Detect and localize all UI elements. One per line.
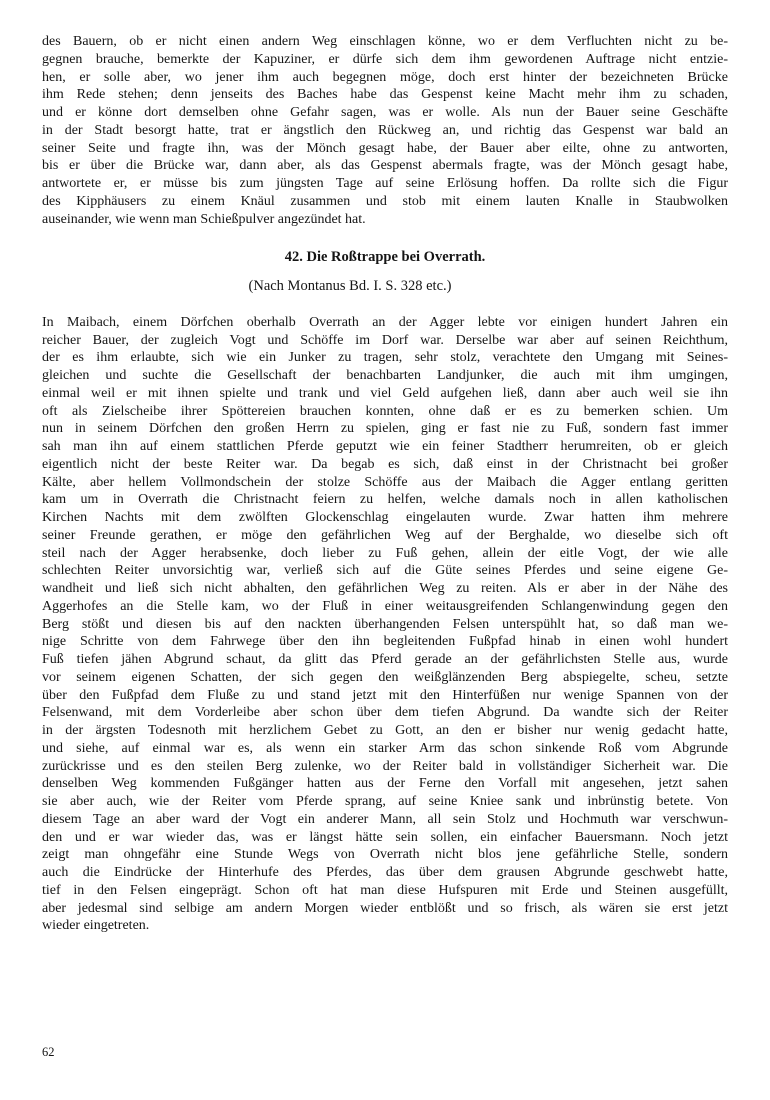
text-line: zurückrisse und es den steilen Berg zulenke, wo der Reiter bald in vollständiger Sicherheit war. Die (42, 758, 728, 774)
text-line: wieder eingetreten. (42, 918, 150, 934)
text-line: auch die Eindrücke der Hinterhufe des Pferdes, das über dem grausen Abgrunde geschwebt hatte, (42, 865, 728, 880)
text-line: über den Fußpfad dem Fluße zu und stand jetzt mit den Hinterfüßen nur wenige Spannen von der (42, 687, 728, 703)
text-line: den und er war wieder das, was er längst hätte sein sollen, ein einfacher Bauersmann. Noch jetzt (42, 829, 728, 845)
text-line: aber jedesmal sind selbige am andern Morgen wieder entblößt und so frisch, als wären sie erst jetzt (42, 900, 728, 916)
text-line: sie aber auch, wie der Reiter vom Pferde sprang, auf seine Kniee sank und inbrünstig betete. Von (42, 794, 728, 809)
text-line: schlechten Reiter unvorsichtig war, verließ sich auf die Güte seines Pferdes und seine eigene Ge- (42, 563, 728, 579)
text-line: einmal weil er mit ihnen spielte und trank und viel Geld aufgehen ließ, dann aber auch weil sie ihn (42, 385, 728, 401)
text-line: des Kipphäusers zu einem Knäul zusammen und stob mit einem lauten Knalle in Staubwolken (42, 193, 728, 209)
text-line: oft als Zielscheibe ihrer Spöttereien brauchen konnten, ohne daß er es zu bemerken schien. Um (42, 403, 728, 419)
text-line: eigentlich nicht der beste Reiter war. Da begab es sich, daß einst in der Christnacht bei großer (42, 456, 728, 472)
text-line: in der Stadt besorgt hatte, trat er ängstlich den Rückweg an, und richtig das Gespenst war bald an (42, 122, 728, 138)
text-line: wandheit und ließ sich nicht abhalten, den gefährlichen Weg zu reiten. Als er aber in der Nähe des (42, 581, 728, 596)
text-line: gleichen und suchte die Gesellschaft der benachbarten Landjunker, die auch mit ihm umgingen, (42, 368, 728, 383)
text-line: nun in seinem Dörfchen den großen Herrn zu spielen, ging er fast nie zu Fuß, sondern fast immer (42, 421, 728, 437)
text-line: steil nach der Agger herabsenke, doch lieber zu Fuß gehen, allein der eitle Vogt, der wie alle (42, 545, 728, 561)
text-line: und siehe, auf einmal war es, als wenn ein starker Arm das schon sinkende Roß vom Abgrunde (42, 740, 728, 756)
text-line: In Maibach, einem Dörfchen oberhalb Overrath an der Agger lebte vor einigen hundert Jahren ein (42, 314, 728, 330)
text-line: der es ihm erlaubte, sich wie ein Junker zu tragen, sehr stolz, verachtete den Umgang mit Seines- (42, 350, 728, 366)
text-line: Fuß tiefen jähen Abgrund schaut, da glitt das Pferd gerade an der gefährlichsten Stelle aus, wurde (42, 652, 728, 667)
text-line: Felsenwand, mit dem Vorderleibe aber schon über dem tiefen Abgrund. Da wandte sich der Reiter (42, 705, 728, 721)
text-line: zeigt man ohngefähr eine Stunde Wegs von Overrath nicht blos jene gefährliche Stelle, sondern (42, 847, 728, 863)
text-line: und er könne dort demselben ohne Gefahr sagen, was er wolle. Als nun der Bauer seine Geschäfte (42, 105, 728, 120)
text-line: antwortete er, er müsse bis zum jüngsten Tage auf seine Erlösung hoffen. Da rollte sich die Figur (42, 176, 728, 191)
text-line: Aggerhofes an die Stelle kam, wo der Fluß in einer weitausgreifenden Schlangenwindung gegen den (42, 598, 728, 614)
text-line: reicher Bauer, der zugleich Vogt und Schöffe im Dorf war. Derselbe war aber auf seinen Reichthum, (42, 332, 728, 348)
text-line: kam um in Overrath die Christnacht feiern zu helfen, welche damals noch in allen katholischen (42, 492, 728, 508)
text-line: Kälte, aber hellem Vollmondschein der stolze Schöffe aus der Maibach die Agger entlang geritten (42, 474, 728, 490)
text-line: sah man ihn auf einem stattlichen Pferde geputzt wie ein feiner Stadtherr herumreiten, ob er gleich (42, 439, 728, 454)
story-paragraph (42, 314, 728, 935)
text-line: Kirchen Nachts mit dem zwölften Glockenschlag eingelauten wurde. Zwar hatten ihm mehrere (42, 510, 728, 525)
text-line: vor seinem eigenen Schatten, der sich gegen den weißglänzenden Berg abspiegelte, scheu, setzte (42, 669, 728, 685)
text-line: des Bauern, ob er nicht einen andern Weg einschlagen könne, wo er dem Verfluchten nicht zu be- (42, 34, 728, 49)
text-line: auseinander, wie wenn man Schießpulver angezündet hat. (42, 211, 366, 227)
text-line: ihm Rede stehen; denn jenseits des Baches habe das Gespenst keine Macht mehr ihm zu schaden, (42, 87, 728, 103)
text-line: Berg stößt und diesen bis auf den nackten überhangenden Felsen unterspühlt hat, so daß man we- (42, 616, 728, 632)
text-line: gegnen brauche, bemerkte der Kapuziner, er dürfe sich dem ihm gewordenen Auftrage nicht entzie- (42, 51, 728, 67)
page-number: 62 (42, 1045, 55, 1059)
chapter-heading: 42. Die Roßtrappe bei Overrath. (284, 249, 486, 266)
text-line: in der ärgsten Todesnoth mit herzlichem Gebet zu Gott, an den er bisher nur wenig gedacht hatte, (42, 723, 728, 738)
source-reference: (Nach Montanus Bd. I. S. 328 etc.) (248, 278, 452, 294)
text-line: seiner Seite und fragte ihn, was der Mönch gesagt habe, der Bauer aber eilte, ohne zu antworten, (42, 140, 728, 156)
text-line: hen, er solle aber, wo jener ihm auch begegnen möge, doch erst hinter der bezeichneten Brücke (42, 69, 728, 85)
text-line: tief in den Felsen eingeprägt. Schon oft hat man diese Hufspuren mit Erde und Steinen ausgefüllt, (42, 882, 728, 898)
text-line: diesem Tage an aber ward der Vogt ein anderer Mann, all sein Stolz und Hochmuth war verschwun- (42, 811, 728, 827)
intro-paragraph (42, 33, 728, 228)
text-line: bis er über die Brücke war, dann aber, als das Gespenst abermals fragte, was der Mönch gesagt habe, (42, 158, 728, 174)
text-line: seiner Freunde gerathen, er möge den gefährlichen Weg auf der Berghalde, wo dieselbe sich oft (42, 527, 728, 543)
text-line: denselben Weg kommenden Fußgänger hatten aus der Ferne den Vorfall mit angesehen, jetzt sahen (42, 776, 728, 792)
text-line: nige Schritte von dem Fahrwege über den ihn begleitenden Fußpfad hinab in einen wohl hundert (42, 634, 728, 650)
